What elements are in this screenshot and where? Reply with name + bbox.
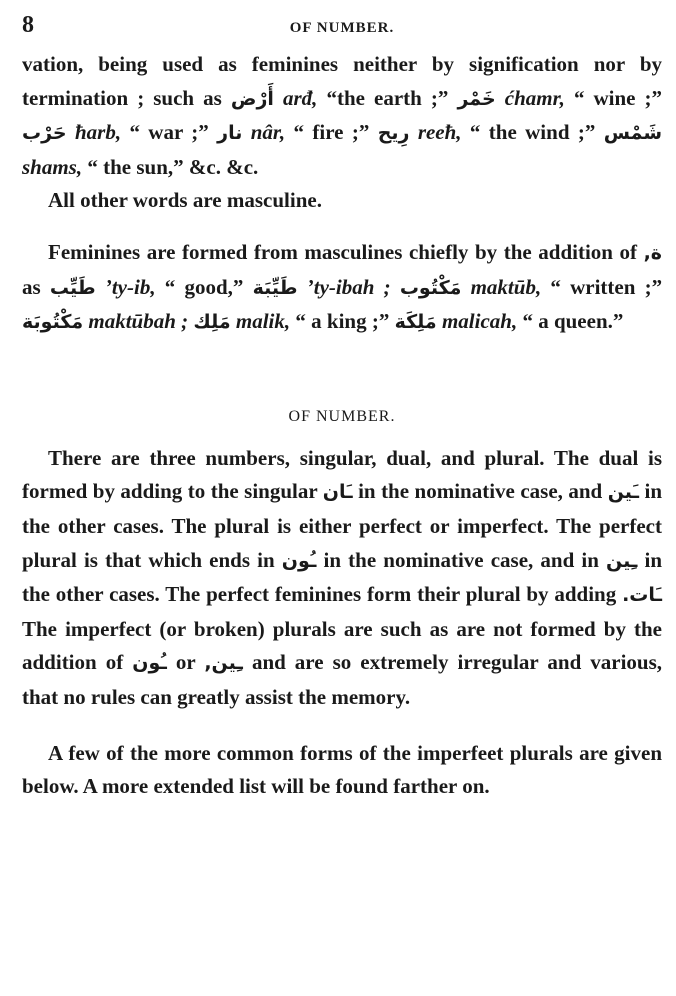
- paragraph-feminine-examples: [22, 48, 662, 184]
- paragraph-masculine-note: All other words are masculine.: [48, 188, 322, 213]
- arabic-word: حَرْب: [22, 122, 67, 145]
- paragraph-feminine-formation: [22, 236, 662, 340]
- arabic-word: مَلِك: [193, 311, 231, 334]
- text-segment: vation, being used as feminines neither by signification nor by termination ; such as: [22, 52, 662, 110]
- gloss: “ a king ;”: [295, 309, 390, 334]
- text-segment: There are three numbers, singular, dual, and plural. The dual is formed by adding to the singular: [22, 445, 662, 504]
- transliteration: ’ty-ibah ;: [306, 274, 391, 299]
- transliteration: shams,: [22, 154, 83, 179]
- text-segment: in the nominative case, and in: [323, 547, 599, 572]
- transliteration: malik,: [235, 309, 291, 334]
- page-number: 8: [22, 12, 34, 38]
- gloss: “ fire ;”: [293, 120, 370, 145]
- text-segment: Feminines are formed from masculines chiefly by the addition of: [48, 239, 638, 264]
- arabic-word: مَلِكَة: [394, 311, 437, 334]
- arabic-word: خَمْر: [457, 87, 496, 110]
- gloss: “ a queen.”: [522, 309, 624, 334]
- page-header: [22, 8, 662, 44]
- text-segment: as: [22, 274, 41, 299]
- arabic-suffix: ـَات.: [622, 584, 663, 607]
- arabic-letter: ة,: [643, 241, 663, 264]
- gloss: “the earth ;”: [326, 85, 449, 110]
- arabic-word: مَكْتُوب: [399, 276, 462, 299]
- gloss: “ written ;”: [550, 274, 663, 299]
- text-segment: in the other cases. The perfect feminines form their plural by adding: [22, 547, 663, 607]
- transliteration: reeħ,: [417, 120, 462, 145]
- gloss: “ war ;”: [129, 120, 209, 145]
- gloss: “ the sun,” &c. &c.: [87, 154, 259, 179]
- arabic-word: طَيِّب: [49, 276, 96, 299]
- running-head: OF NUMBER.: [289, 20, 395, 36]
- text-segment: or: [175, 650, 196, 675]
- arabic-word: أَرْض: [230, 87, 274, 110]
- transliteration: maktūb,: [470, 274, 542, 299]
- transliteration: arđ,: [282, 85, 318, 110]
- arabic-suffix: ـُون: [132, 652, 167, 675]
- text-segment: in the nominative case, and: [358, 479, 603, 504]
- transliteration: ćhamr,: [504, 85, 565, 110]
- arabic-suffix: ـِين: [606, 549, 638, 572]
- paragraph-imperfect-plurals: A few of the more common forms of the imperfeet plurals are given below. A more extended list will be found farther on.: [22, 740, 662, 799]
- arabic-word: طَيِّبَة: [252, 276, 298, 299]
- transliteration: nâr,: [250, 120, 286, 145]
- transliteration: ħarb,: [74, 120, 122, 145]
- arabic-word: شَمْس: [603, 122, 662, 145]
- transliteration: maktūbah ;: [88, 309, 189, 334]
- book-page: [22, 8, 662, 804]
- arabic-word: مَكْتُوبَة: [22, 311, 84, 334]
- arabic-word: نار: [217, 122, 243, 145]
- gloss: “ wine ;”: [573, 85, 663, 110]
- arabic-suffix: ـُون: [281, 549, 317, 572]
- arabic-suffix: ـَين: [607, 481, 640, 504]
- paragraph-numbers: [22, 442, 662, 715]
- gloss: “ the wind ;”: [469, 120, 596, 145]
- text-segment: in the other cases. The plural is either perfect or imperfect. The perfect plural is that which ends in: [22, 479, 663, 572]
- transliteration: ’ty-ib,: [104, 274, 156, 299]
- section-title: OF NUMBER.: [288, 407, 396, 425]
- arabic-suffix: ـَان: [322, 481, 353, 504]
- arabic-suffix: ـِين,: [204, 652, 243, 675]
- gloss: “ good,”: [164, 274, 244, 299]
- arabic-word: رِيح: [377, 122, 410, 145]
- text-segment: The imperfect (or broken) plurals are such as are not formed by the addition of: [22, 616, 662, 675]
- text-segment: and are so extremely irregular and various, that no rules can greatly assist the memory.: [22, 650, 663, 709]
- transliteration: malicah,: [441, 309, 518, 334]
